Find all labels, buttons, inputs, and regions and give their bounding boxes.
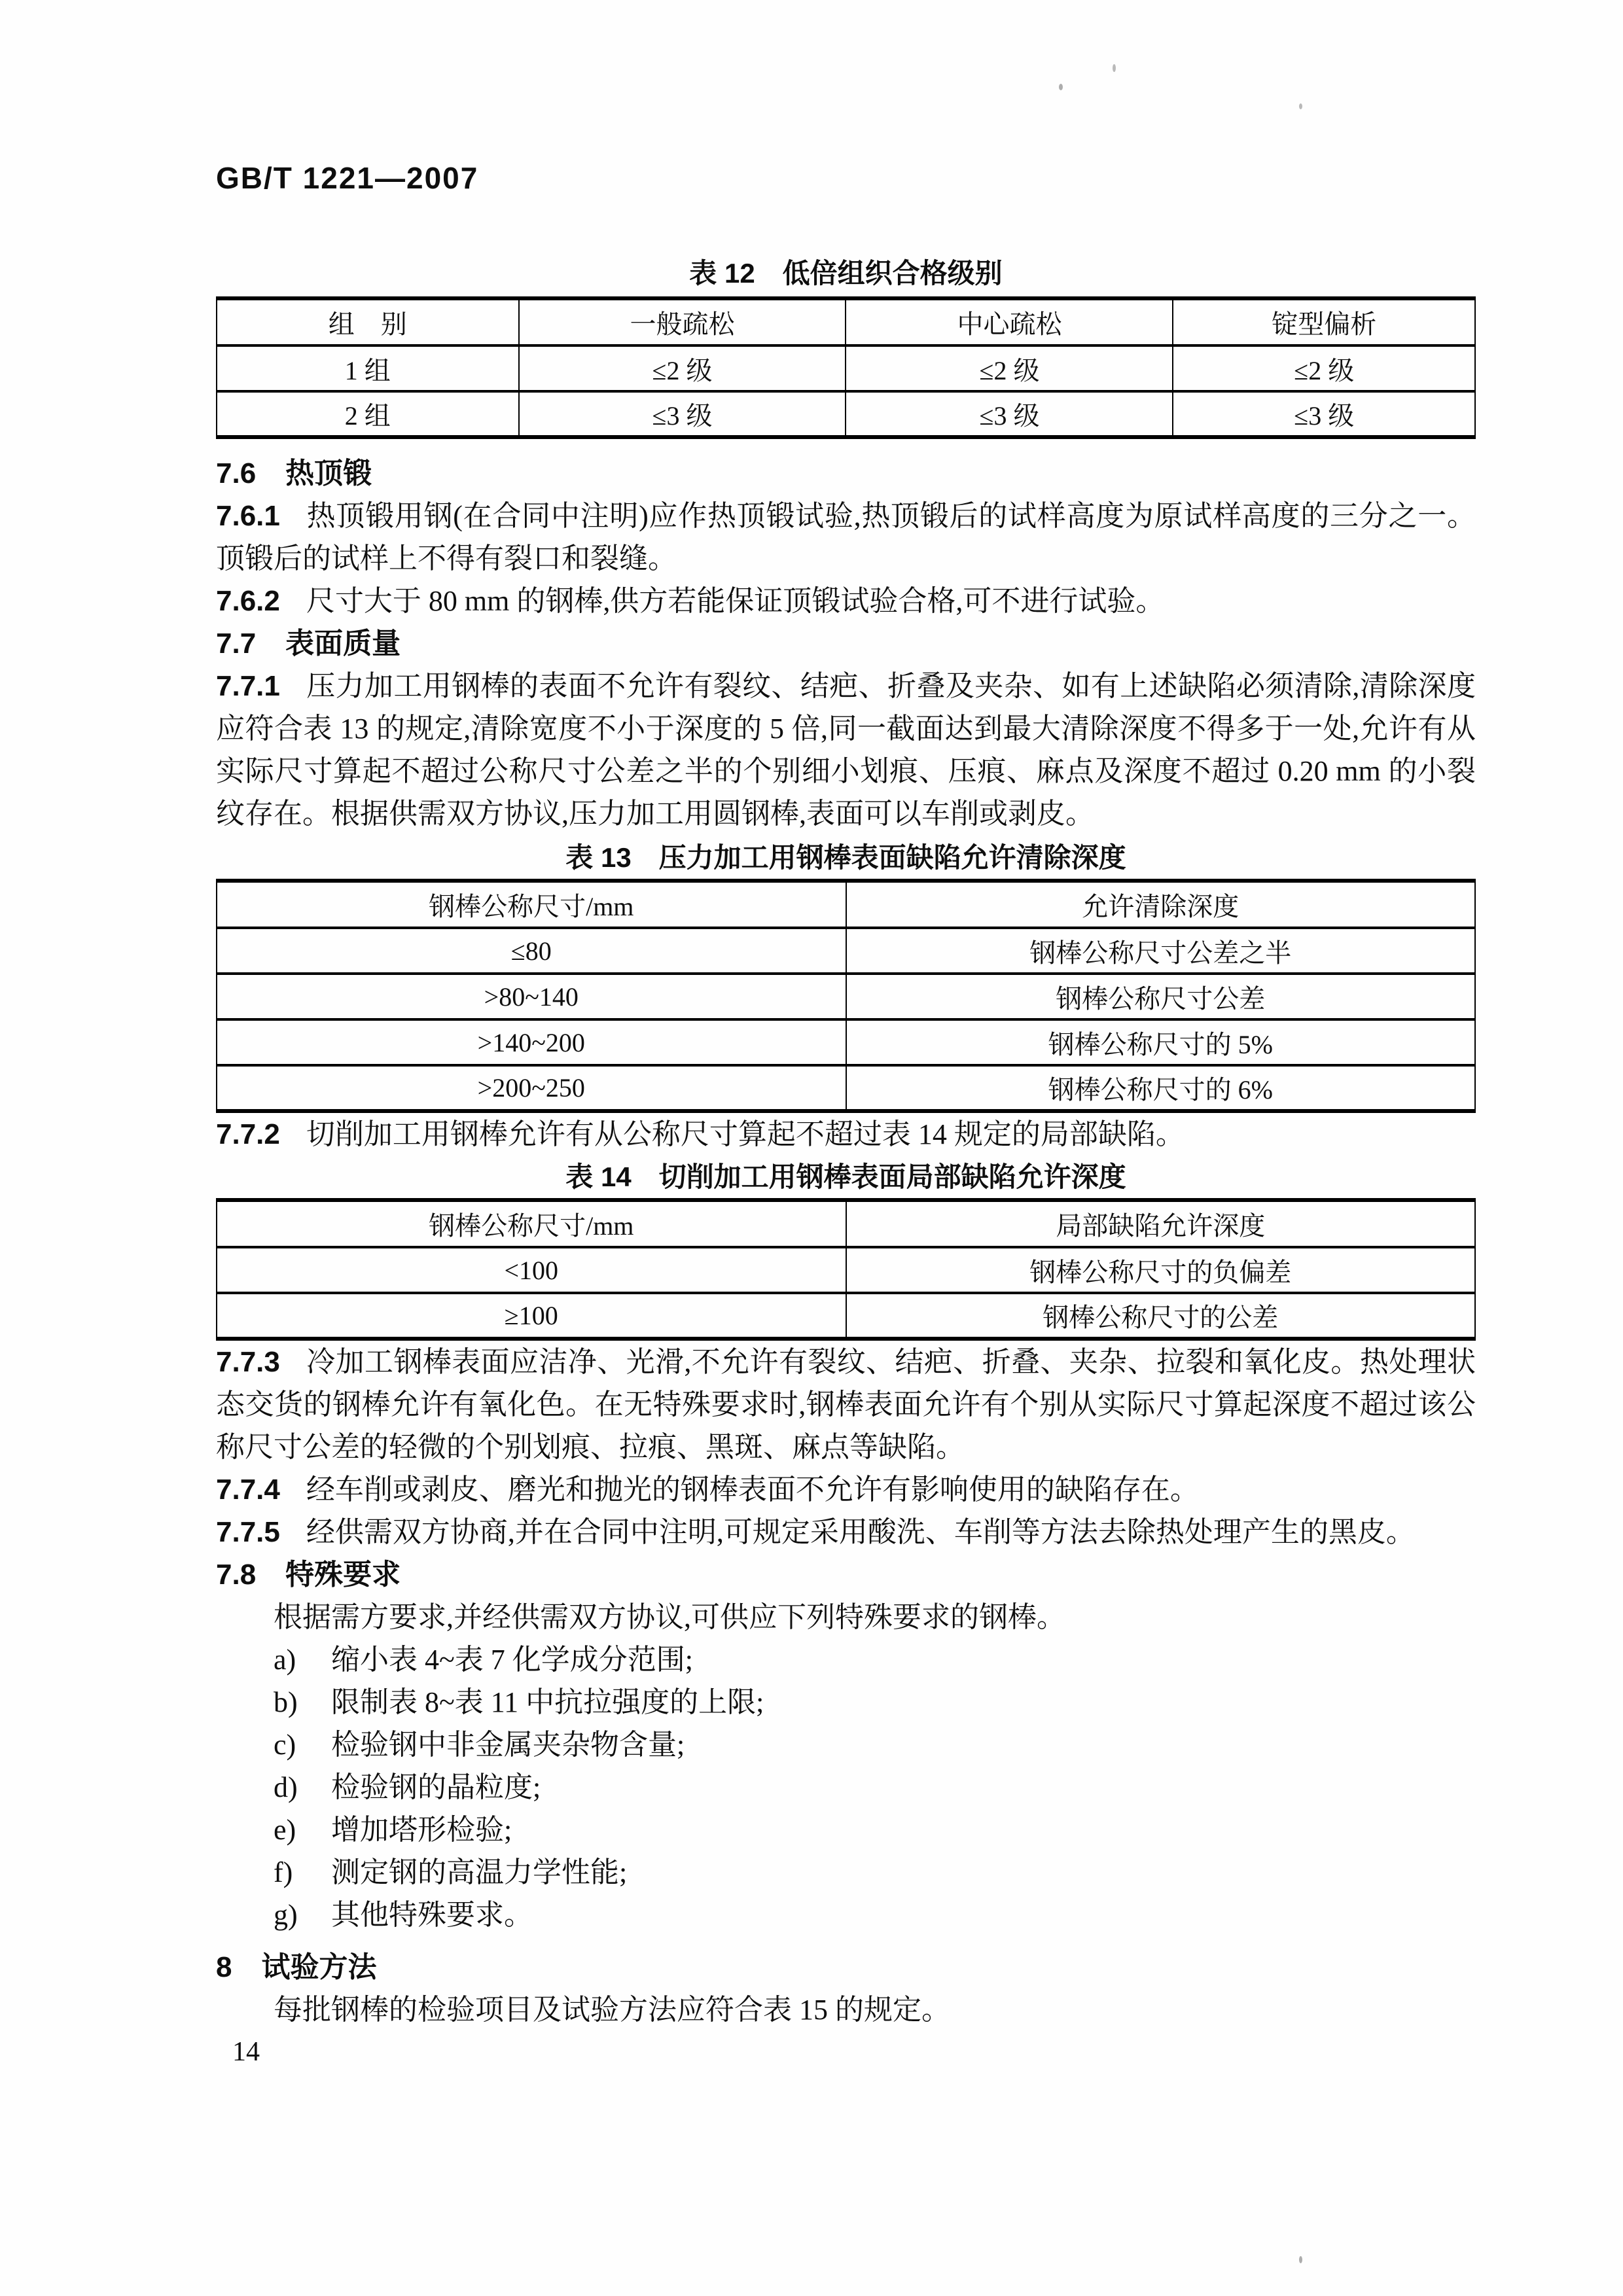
list-marker: c) (274, 1729, 296, 1761)
clause-title: 表面质量 (285, 627, 401, 660)
clause-number: 7.8 (216, 1559, 257, 1591)
clause-heading-7-7 (216, 622, 1476, 665)
table-cell: 钢棒公称尺寸公差 (846, 974, 1476, 1019)
clause-7-6-1 (216, 495, 1476, 580)
scan-artifact (1299, 103, 1302, 109)
table12-column-header: 组 别 (217, 298, 519, 345)
table13-column-header: 允许清除深度 (846, 881, 1476, 928)
list-item-text: 测定钢的高温力学性能; (331, 1856, 628, 1888)
table12-header-row (217, 298, 1475, 345)
list-item-d (274, 1766, 1476, 1809)
clause-number: 8 (216, 1951, 232, 1983)
table14-caption: 表 14 切削加工用钢棒表面局部缺陷允许深度 (565, 1161, 1126, 1192)
list-item-a (274, 1638, 1476, 1681)
scan-artifact (1299, 2256, 1302, 2263)
table-cell: ≤3 级 (519, 391, 846, 437)
list-marker: f) (274, 1856, 293, 1888)
list-item-b (274, 1681, 1476, 1723)
table13-column-header: 钢棒公称尺寸/mm (217, 881, 846, 928)
table13-caption: 表 13 压力加工用钢棒表面缺陷允许清除深度 (565, 842, 1126, 873)
clause-number: 7.6.2 (216, 585, 280, 617)
table-cell: ≤3 级 (1173, 391, 1475, 437)
table12-column-header: 中心疏松 (846, 298, 1173, 345)
table13 (216, 879, 1476, 1113)
clause-7-8-intro: 根据需方要求,并经供需双方协议,可供应下列特殊要求的钢棒。 (274, 1601, 1065, 1633)
clause-8-intro: 每批钢棒的检验项目及试验方法应符合表 15 的规定。 (274, 1994, 950, 2026)
list-item-e (274, 1809, 1476, 1851)
list-item-text: 缩小表 4~表 7 化学成分范围; (331, 1644, 694, 1676)
table-cell: 1 组 (217, 345, 519, 391)
clause-text: 压力加工用钢棒的表面不允许有裂纹、结疤、折叠及夹杂、如有上述缺陷必须清除,清除深度应符合表 13 的规定,清除宽度不小于深度的 5 倍,同一截面达到最大清除深度不得多于一处,允许有从实际尺寸算起不超过公称尺寸公差之半的个别细小划痕、压痕、麻点及深度不超过 0.20 mm 的小裂纹存在。根据供需双方协议,压力加工用圆钢棒,表面可以车削或剥皮。 (216, 670, 1476, 830)
clause-title: 热顶锻 (285, 457, 372, 489)
clause-text: 热顶锻用钢(在合同中注明)应作热顶锻试验,热顶锻后的试样高度为原试样高度的三分之一。顶锻后的试样上不得有裂口和裂缝。 (216, 500, 1476, 574)
clause-text: 切削加工用钢棒允许有从公称尺寸算起不超过表 14 规定的局部缺陷。 (306, 1118, 1185, 1150)
scan-artifact (1059, 84, 1063, 90)
clause-number: 7.7.2 (216, 1118, 280, 1150)
clause-number: 7.7.4 (216, 1474, 280, 1506)
list-marker: g) (274, 1899, 298, 1931)
clause-number: 7.7.1 (216, 670, 280, 702)
table-cell: ≤3 级 (846, 391, 1173, 437)
chapter-heading-8 (216, 1946, 1476, 1988)
clause-heading-7-8 (216, 1553, 1476, 1596)
list-item-f (274, 1851, 1476, 1894)
table-cell: ≥100 (217, 1293, 846, 1339)
table-cell: >80~140 (217, 974, 846, 1019)
list-marker: e) (274, 1814, 296, 1846)
clause-text: 冷加工钢棒表面应洁净、光滑,不允许有裂纹、结疤、折叠、夹杂、拉裂和氧化皮。热处理状态交货的钢棒允许有氧化色。在无特殊要求时,钢棒表面允许有个别从实际尺寸算起深度不超过该公称尺寸公差的轻微的个别划痕、拉痕、黑斑、麻点等缺陷。 (216, 1346, 1476, 1463)
table-cell: 钢棒公称尺寸的公差 (846, 1293, 1476, 1339)
list-item-text: 检验钢的晶粒度; (331, 1771, 541, 1803)
table12-column-header: 一般疏松 (519, 298, 846, 345)
list-item-text: 限制表 8~表 11 中抗拉强度的上限; (331, 1686, 764, 1718)
table14 (216, 1198, 1476, 1341)
clause-7-6-2 (216, 580, 1476, 622)
clause-7-7-1 (216, 665, 1476, 835)
clause-number: 7.7 (216, 627, 257, 660)
clause-7-7-2 (216, 1113, 1476, 1156)
list-marker: b) (274, 1686, 298, 1718)
clause-text: 尺寸大于 80 mm 的钢棒,供方若能保证顶锻试验合格,可不进行试验。 (306, 585, 1165, 617)
list-item-text: 检验钢中非金属夹杂物含量; (331, 1729, 685, 1761)
table13-header-row (217, 881, 1475, 928)
table-cell: >140~200 (217, 1019, 846, 1065)
table12 (216, 296, 1476, 439)
table-row (217, 391, 1475, 437)
table-row (217, 1247, 1475, 1293)
table-cell: ≤2 级 (846, 345, 1173, 391)
doc-code: GB/T 1221—2007 (216, 161, 479, 195)
page-number: 14 (232, 2037, 260, 2067)
list-item-text: 其他特殊要求。 (331, 1899, 533, 1931)
list-item-c (274, 1723, 1476, 1766)
table-cell: 钢棒公称尺寸的 5% (846, 1019, 1476, 1065)
table-cell: <100 (217, 1247, 846, 1293)
table-cell: 2 组 (217, 391, 519, 437)
list-marker: d) (274, 1771, 298, 1803)
table-row (217, 928, 1475, 974)
list-item-g (274, 1894, 1476, 1936)
list-item-text: 增加塔形检验; (331, 1814, 512, 1846)
table14-column-header: 钢棒公称尺寸/mm (217, 1200, 846, 1247)
table14-column-header: 局部缺陷允许深度 (846, 1200, 1476, 1247)
table-cell: ≤80 (217, 928, 846, 974)
table-cell: ≤2 级 (1173, 345, 1475, 391)
table-cell: 钢棒公称尺寸的负偏差 (846, 1247, 1476, 1293)
table12-column-header: 锭型偏析 (1173, 298, 1475, 345)
table-row (217, 974, 1475, 1019)
clause-7-7-5 (216, 1511, 1476, 1553)
page-content (216, 157, 1476, 2074)
table-cell: 钢棒公称尺寸公差之半 (846, 928, 1476, 974)
clause-number: 7.7.3 (216, 1346, 280, 1378)
clause-7-7-3 (216, 1341, 1476, 1468)
clause-7-7-4 (216, 1468, 1476, 1511)
table-row (217, 345, 1475, 391)
clause-number: 7.6 (216, 457, 257, 489)
clause-number: 7.7.5 (216, 1516, 280, 1548)
table-row (217, 1065, 1475, 1111)
table-cell: 钢棒公称尺寸的 6% (846, 1065, 1476, 1111)
table12-caption: 表 12 低倍组织合格级别 (689, 258, 1003, 289)
clause-title: 试验方法 (261, 1951, 377, 1983)
clause-heading-7-6 (216, 452, 1476, 495)
scan-artifact (1113, 64, 1116, 72)
clause-title: 特殊要求 (285, 1559, 401, 1591)
clause-text: 经车削或剥皮、磨光和抛光的钢棒表面不允许有影响使用的缺陷存在。 (306, 1474, 1199, 1506)
table-cell: ≤2 级 (519, 345, 846, 391)
list-marker: a) (274, 1644, 296, 1676)
clause-text: 经供需双方协商,并在合同中注明,可规定采用酸洗、车削等方法去除热处理产生的黑皮。 (306, 1516, 1415, 1548)
table-cell: >200~250 (217, 1065, 846, 1111)
table-row (217, 1019, 1475, 1065)
table14-header-row (217, 1200, 1475, 1247)
clause-number: 7.6.1 (216, 500, 280, 532)
table-row (217, 1293, 1475, 1339)
